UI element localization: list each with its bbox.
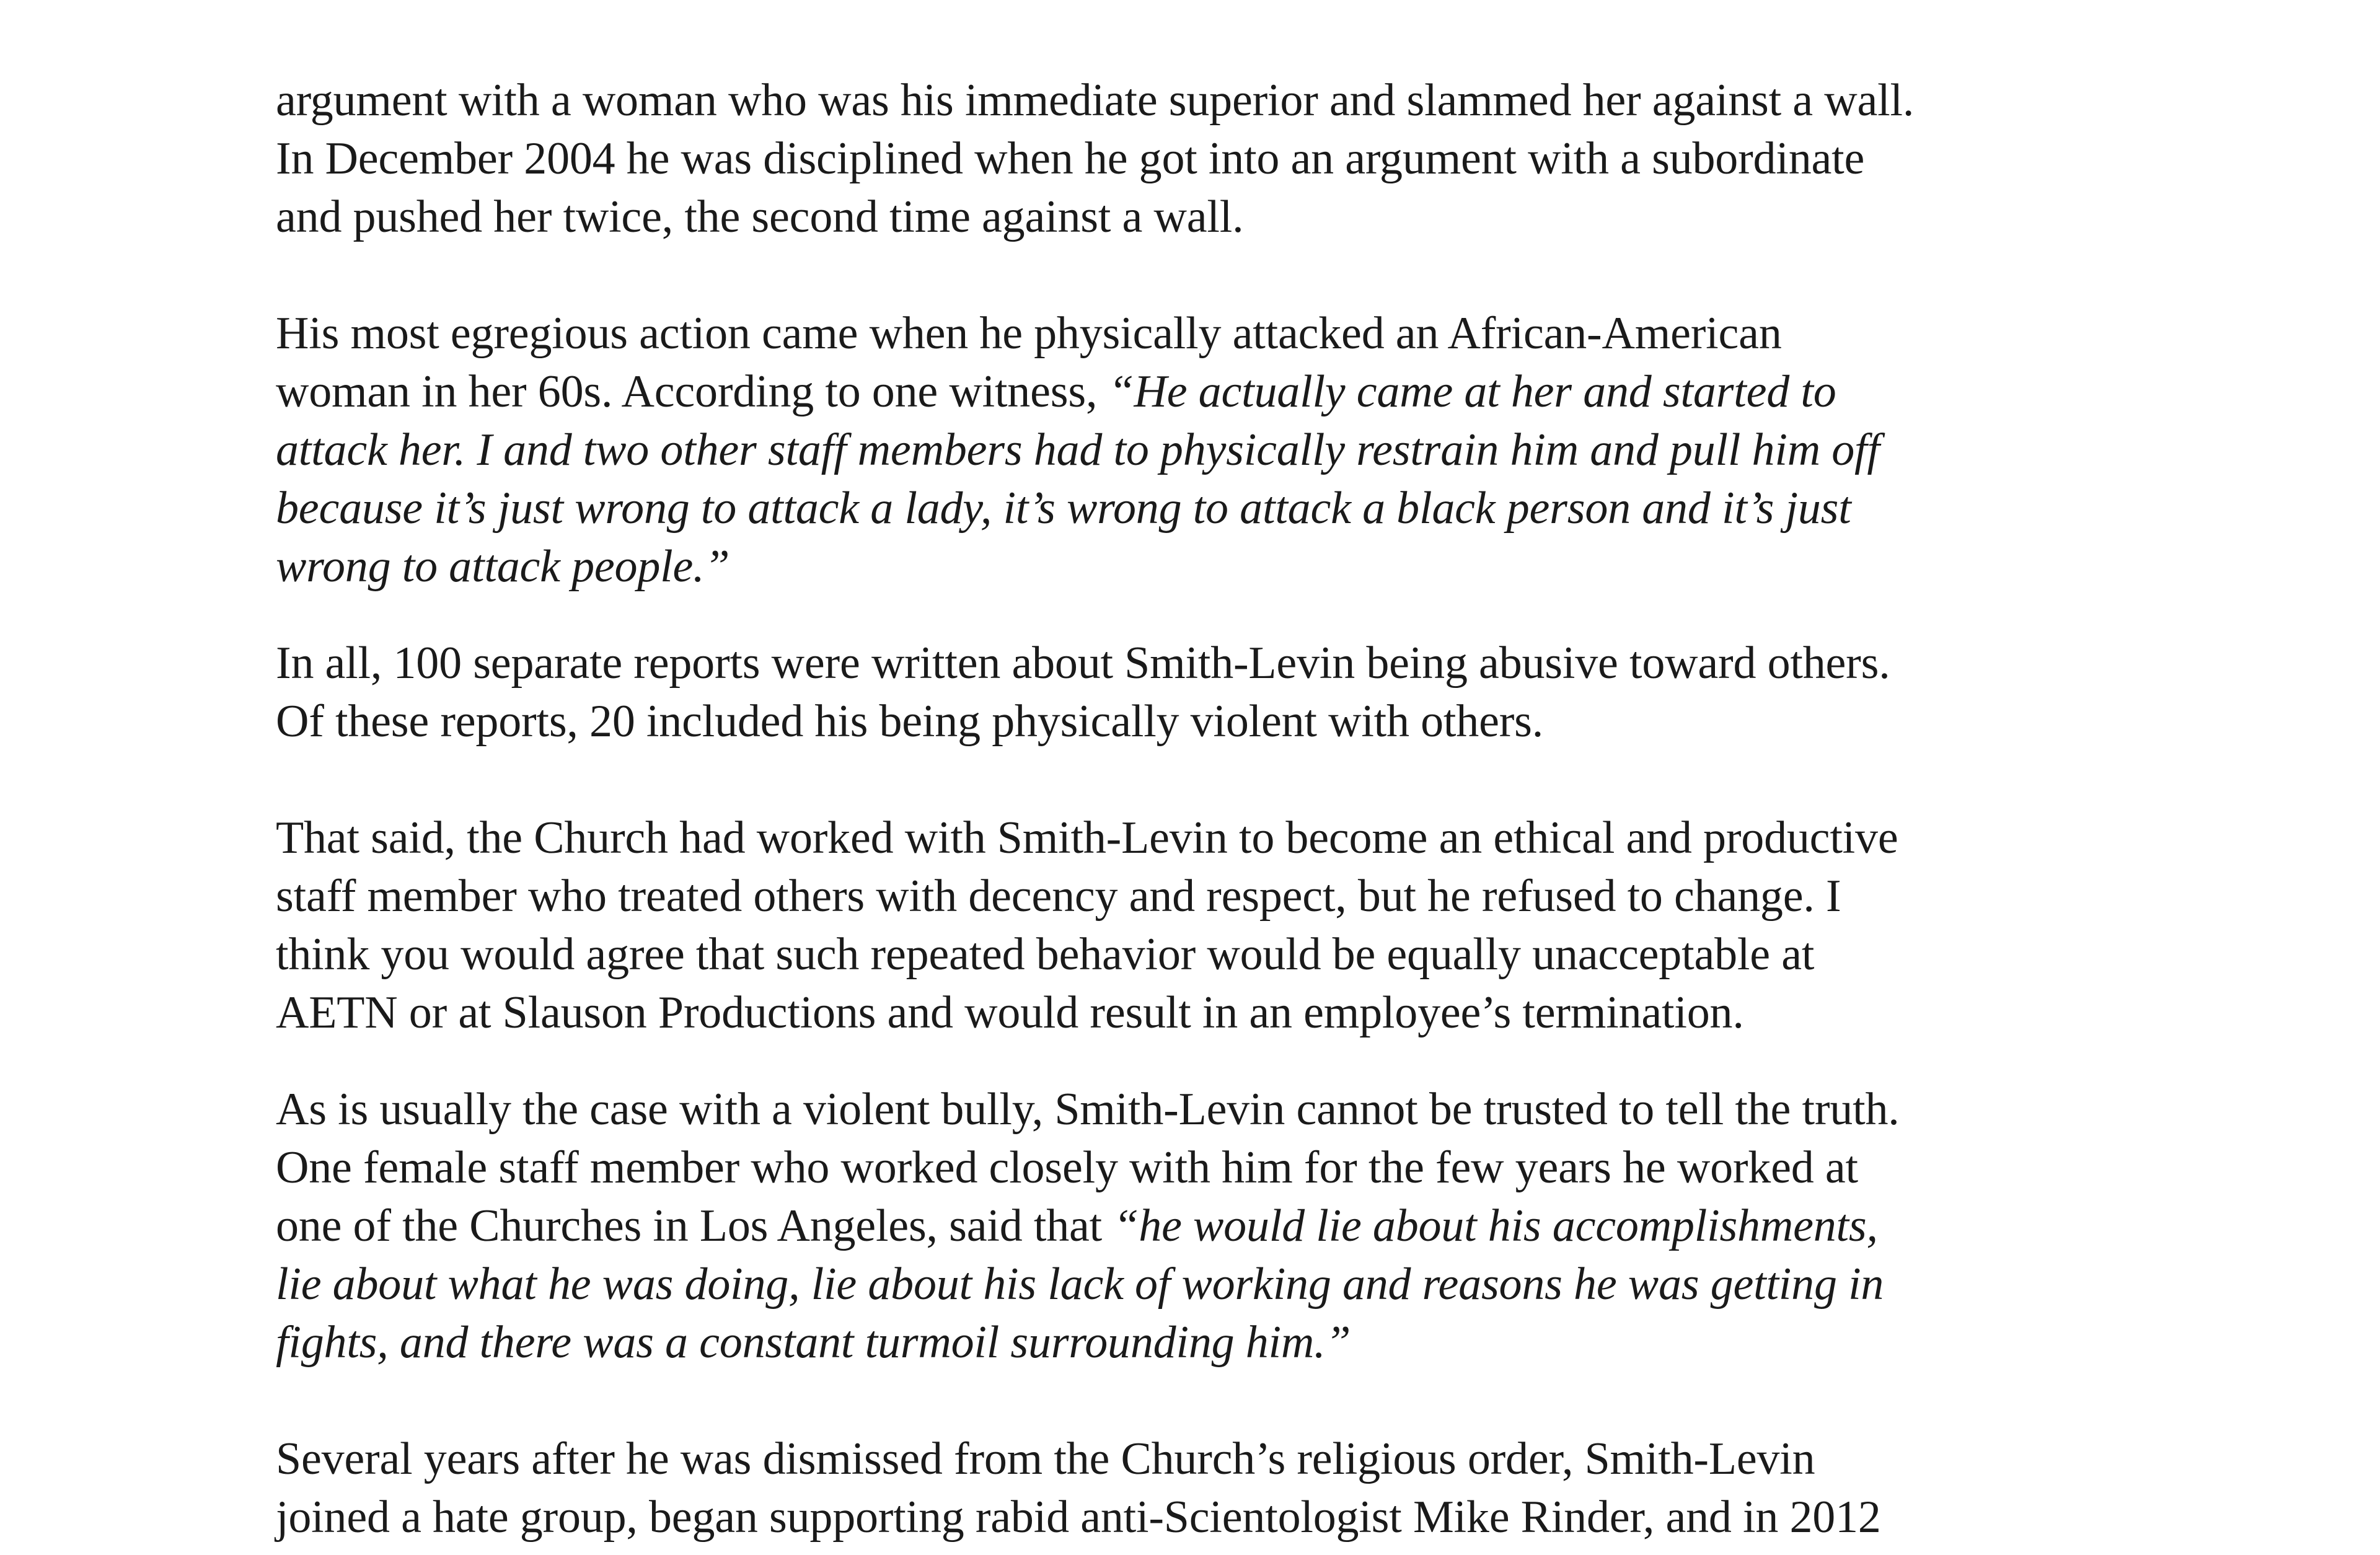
text-line: [276, 541, 729, 592]
text-line: argument with a woman who was his immediate superior and slammed her against a wall.: [276, 75, 1915, 126]
text-line: joined a hate group, began supporting rabid anti-Scientologist Mike Rinder, and in 2012: [276, 1492, 1881, 1543]
text-line: One female staff member who worked closely with him for the few years he worked at: [276, 1142, 1858, 1193]
staff-member-quote: lie about what he was doing, lie about his lack of working and reasons he was getting in: [276, 1259, 1884, 1310]
text-line: [276, 1259, 1884, 1310]
paragraph-church-efforts: [276, 809, 2135, 1042]
text-line: His most egregious action came when he physically attacked an African-American: [276, 308, 1782, 359]
paragraph-report-count: [276, 634, 2135, 751]
text-line: That said, the Church had worked with Smith-Levin to become an ethical and productive: [276, 813, 1898, 863]
paragraph-truthfulness: [276, 1080, 2135, 1372]
text-line: AETN or at Slauson Productions and would result in an employee’s termination.: [276, 987, 1744, 1038]
paragraph-attack-account: [276, 304, 2135, 596]
staff-member-quote: “he would lie about his accomplishments,: [1113, 1200, 1878, 1251]
text-line: and pushed her twice, the second time against a wall.: [276, 192, 1244, 242]
text-line: In all, 100 separate reports were written about Smith-Levin being abusive toward others.: [276, 638, 1890, 689]
text-line: one of the Churches in Los Angeles, said that “he would lie about his accomplishments,: [276, 1200, 1878, 1251]
witness-quote: “He actually came at her and started to: [1108, 366, 1836, 417]
witness-quote: attack her. I and two other staff members had to physically restrain him and pull him off: [276, 425, 1880, 475]
text-line: think you would agree that such repeated behavior would be equally unacceptable at: [276, 929, 1815, 980]
text-line: [276, 483, 1851, 534]
witness-quote: because it’s just wrong to attack a lady, it’s wrong to attack a black person and it’s just: [276, 483, 1851, 534]
letter-body: [276, 71, 2135, 1546]
paragraph-workplace-discipline: [276, 71, 2135, 246]
text-line: woman in her 60s. According to one witness, “He actually came at her and started to: [276, 366, 1836, 417]
witness-quote: wrong to attack people.”: [276, 541, 730, 592]
text-line: As is usually the case with a violent bully, Smith-Levin cannot be trusted to tell the truth.: [276, 1084, 1900, 1135]
text-line: staff member who treated others with decency and respect, but he refused to change. I: [276, 871, 1841, 922]
staff-member-quote: fights, and there was a constant turmoil surrounding him.”: [276, 1317, 1351, 1368]
text-line: [276, 425, 1880, 475]
text-line: Several years after he was dismissed from the Church’s religious order, Smith-Levin: [276, 1434, 1815, 1484]
paragraph-hate-group: [276, 1430, 2135, 1546]
text-line: In December 2004 he was disciplined when he got into an argument with a subordinate: [276, 133, 1865, 184]
text-line: Of these reports, 20 included his being physically violent with others.: [276, 696, 1544, 747]
text-line: [276, 1317, 1351, 1368]
